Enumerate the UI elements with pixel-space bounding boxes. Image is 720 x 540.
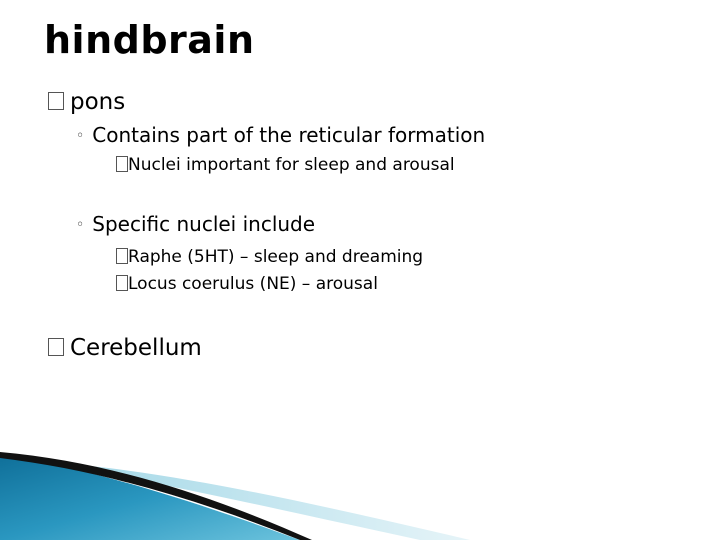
box-bullet-icon	[116, 156, 128, 172]
bullet-text: Contains part of the reticular formation	[92, 123, 486, 147]
bullet-text: Cerebellum	[70, 335, 202, 361]
box-bullet-icon	[116, 275, 128, 291]
bullet-locus-coerulus	[116, 273, 378, 295]
bullet-nuclei-sleep	[116, 154, 455, 176]
bullet-text: pons	[70, 89, 126, 115]
bullet-raphe	[116, 246, 423, 268]
box-bullet-icon	[48, 338, 64, 356]
box-bullet-icon	[48, 92, 64, 110]
bullet-cerebellum	[48, 334, 202, 362]
bullet-text: Nuclei important for sleep and arousal	[128, 155, 455, 175]
bullet-pons	[48, 88, 125, 116]
box-bullet-icon	[116, 248, 128, 264]
bullet-text: Locus coerulus (NE) – arousal	[128, 274, 378, 294]
bullet-contains-reticular	[76, 122, 485, 149]
bullet-text: Specific nuclei include	[92, 212, 316, 236]
ring-bullet-icon: ◦	[76, 217, 85, 233]
ring-bullet-icon: ◦	[76, 128, 85, 144]
bullet-specific-nuclei	[76, 211, 315, 238]
slide-title: hindbrain	[44, 18, 255, 62]
bullet-text: Raphe (5HT) – sleep and dreaming	[128, 247, 424, 267]
